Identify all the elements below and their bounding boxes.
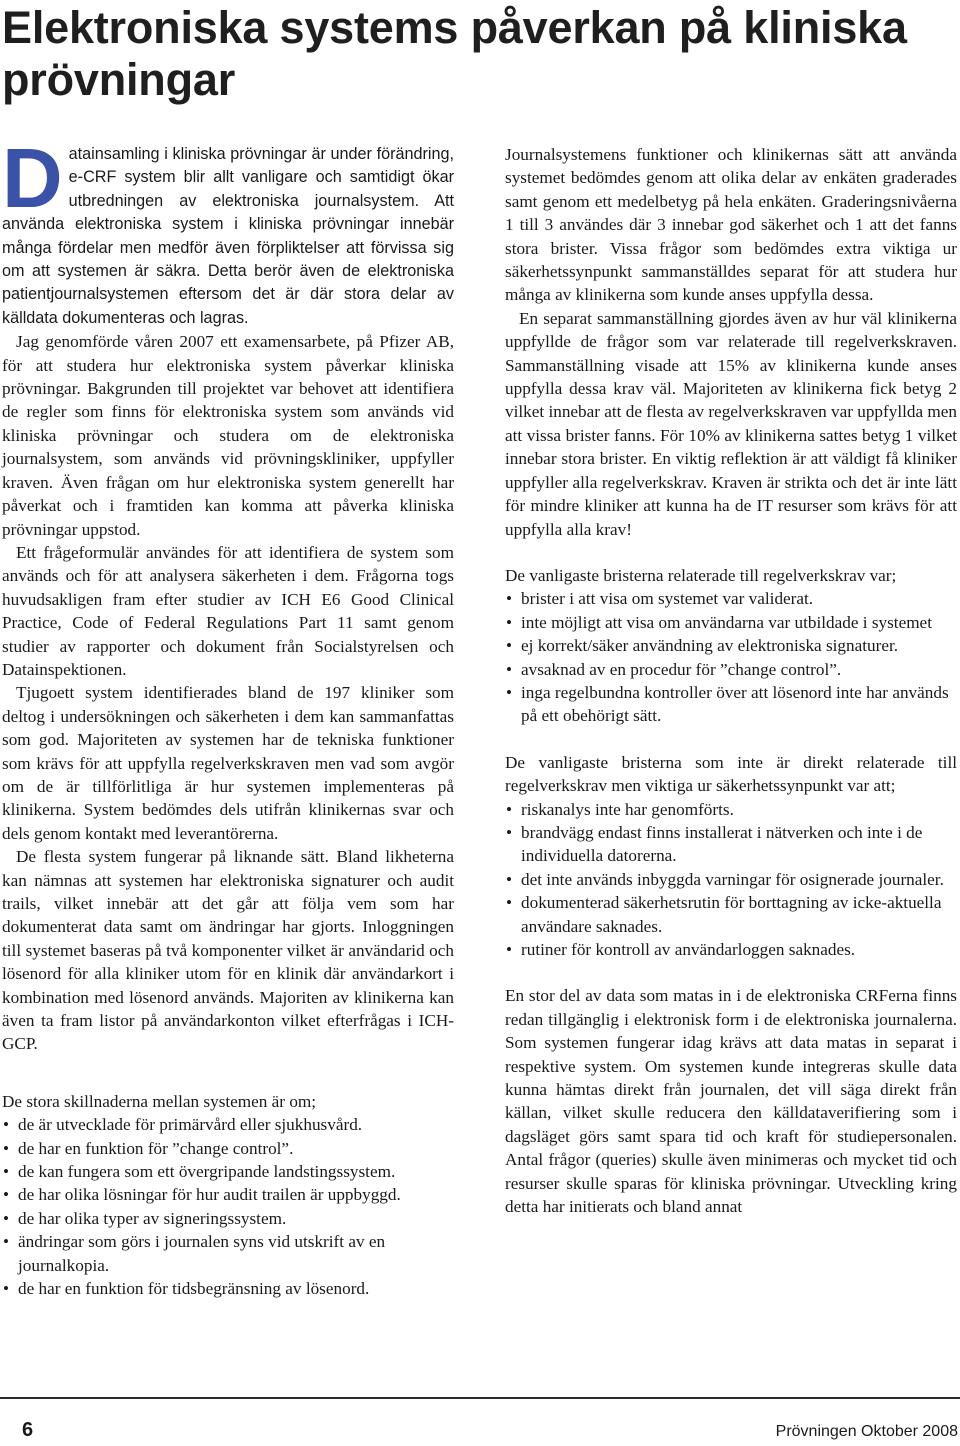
right-column (505, 143, 957, 1218)
list-item: • inte möjligt att visa om användarna var utbildade i systemet (505, 611, 957, 634)
lead-text: atainsamling i kliniska prövningar är under förändring, e-CRF system blir allt vanligare och samtidigt ökar utbredningen av elektroniska journalsystem. Att använda elektroniska system i kliniska prövningar innebär många fördelar men medför även förpliktelser att förvissa sig om att systemen är säkra. Detta berör även de elektroniska patientjournalsystemen eftersom det är där stora delar av källdata dokumenteras och lagras. (2, 145, 454, 327)
paragraph: En stor del av data som matas in i de elektroniska CRFerna finns redan tillgänglig i elektronisk form i de elektroniska journalerna. Som systemen fungerar idag krävs att data matas in separat i respektive system. Om systemen kunde integreras skulle data kunna hämtas direkt från journalen, det vill säga direkt från källan, vilket skulle reducera den källdataverifiering som i dagsläget görs samt spara tid och kraft för studiepersonalen. Antal frågor (queries) skulle även minimeras och mycket tid och resurser skulle sparas för kliniska prövningar. Utveckling kring detta har initierats och bland annat (505, 986, 957, 1217)
list-item: • det inte används inbyggda varningar för osignerade journaler. (505, 868, 957, 891)
publication-info: Prövningen Oktober 2008 (775, 1423, 958, 1440)
paragraph: En separat sammanställning gjordes även av hur väl klinikerna uppfyllde de frågor som var relaterade till regelverkskraven. Sammanställning visade att 15% av klinikerna kunde anses uppfylla dessa krav väl. Majoriteten av klinikerna fick betyg 2 vilket innebar att de flesta av regelverkskraven var uppfyllda men att vissa brister fanns. För 10% av klinikerna sattes betyg 1 vilket innebar stora brister. En viktig reflektion är att väldigt få kliniker uppfyller alla regelverkskrav. Kraven är strikta och det är inte lätt för mindre kliniker att kunna ha de IT resurser som krävs för att uppfylla alla krav! (505, 308, 957, 539)
article-title: Elektroniska systems påverkan på kliniska prövningar (2, 2, 907, 105)
list-item: • de kan fungera som ett övergripande landstingssystem. (2, 1160, 454, 1183)
list-item: • riskanalys inte har genomförts. (505, 798, 957, 821)
paragraph (2, 330, 454, 541)
differences-list (2, 1113, 454, 1300)
left-column (2, 131, 454, 1301)
spacer (2, 1056, 454, 1090)
list-intro: De vanligaste bristerna som inte är direkt relaterade till regelverkskrav men viktiga ur säkerhetssynpunkt var att; (505, 752, 957, 796)
list-item: • inga regelbundna kontroller över att lösenord inte har används på ett obehörigt sätt. (505, 681, 957, 728)
list-item: • ej korrekt/säker användning av elektroniska signaturer. (505, 634, 957, 657)
paragraph: Ett frågeformulär användes för att identifiera de system som används och för att analysera säkerheten i dem. Frågorna togs huvudsakligen fram efter studier av ICH E6 Good Clinical Practice, Code of Federal Regulations Part 11 samt genom studier av rapporter och dokument från Socialstyrelsen och Datainspektionen. (2, 542, 454, 679)
list-item: • de är utvecklade för primärvård eller sjukhusvård. (2, 1113, 454, 1136)
list-item: • de har en funktion för tidsbegränsning av lösenord. (2, 1277, 454, 1300)
list-intro: De stora skillnaderna mellan systemen är om; (2, 1091, 317, 1111)
spacer (505, 961, 957, 984)
lead-paragraph (2, 131, 454, 330)
paragraph: Journalsystemens funktioner och klinikernas sätt att använda systemet bedömdes genom att olika delar av enkäten graderades samt genom ett medelbetyg på hela enkäten. Graderingsnivåerna 1 till 3 användes där 3 innebar god säkerhet och 1 att det fanns stora brister. Vissa frågor som bedömdes extra viktiga ur säkerhetssynpunkt sammanställdes separat för att studera hur många av klinikerna som kunde anses uppfylla dessa. (505, 145, 957, 305)
page-number: 6 (22, 1419, 34, 1441)
list-item: • de har olika typer av signeringssystem. (2, 1207, 454, 1230)
list-item: • avsaknad av en procedur för ”change control”. (505, 658, 957, 681)
list-intro: De vanligaste bristerna relaterade till regelverkskrav var; (505, 565, 897, 585)
paragraph-text-b: Bakgrunden till projektet var behovet att identifiera de regler som finns för elektroniska system som används vid kliniska prövningar och studera om de elektroniska journalsystem, som används vid prövningskliniker, uppfyller kraven. Även frågan om hur elektroniska system generellt har påverkat och i framtiden kan komma att påverka kliniska prövningar uppstod. (2, 379, 454, 539)
spacer (505, 541, 957, 564)
list-item: • rutiner för kontroll av användarloggen saknades. (505, 938, 957, 961)
list-item: • dokumenterad säkerhetsrutin för borttagning av icke-aktuella användare saknades. (505, 891, 957, 938)
regulatory-deficiencies-list (505, 587, 957, 727)
spacer (505, 728, 957, 751)
list-item: • brandvägg endast finns installerat i nätverken och inte i de individuella datorerna. (505, 821, 957, 868)
drop-cap: D (2, 131, 63, 225)
security-deficiencies-list (505, 798, 957, 962)
list-item: • de har en funktion för ”change control”. (2, 1137, 454, 1160)
paragraph: De flesta system fungerar på liknande sätt. Bland likheterna kan nämnas att systemen har elektroniska signaturer och audit trails, vilket innebär att det går att följa vem som har dokumenterat data samt om ändringar har gjorts. Inloggningen till systemet baseras på två komponenter vilket är användarid och lösenord för alla kliniker utom för en klinik där användarkort i kombination med lösenord används. Majoriten av klinikerna kan även ta fram listor på användarkonton vilket efterfrågas i ICH-GCP. (2, 847, 454, 1054)
list-item: • brister i att visa om systemet var validerat. (505, 587, 957, 610)
paragraph-text-a: Jag genomförde våren 2007 ett examensarbete, på Pfizer AB, för att studera hur elektroniska system påverkar kliniska prövningar. (2, 332, 454, 399)
list-item: • de har olika lösningar för hur audit trailen är uppbyggd. (2, 1183, 454, 1206)
paragraph: Tjugoett system identifierades bland de 197 kliniker som deltog i undersökningen och säkerheten i dem kan sammanfattas som god. Majoriteten av systemen har de tekniska funktioner som krävs för att uppfylla regelverkskraven men vad som avgör om de är tillförlitliga är hur systemen implementeras på klinikerna. System bedömdes dels utifrån klinikernas svar och dels genom kontakt med leverantörerna. (2, 683, 454, 843)
list-item: • ändringar som görs i journalen syns vid utskrift av en journalkopia. (2, 1230, 454, 1277)
footer-rule (0, 1397, 960, 1399)
